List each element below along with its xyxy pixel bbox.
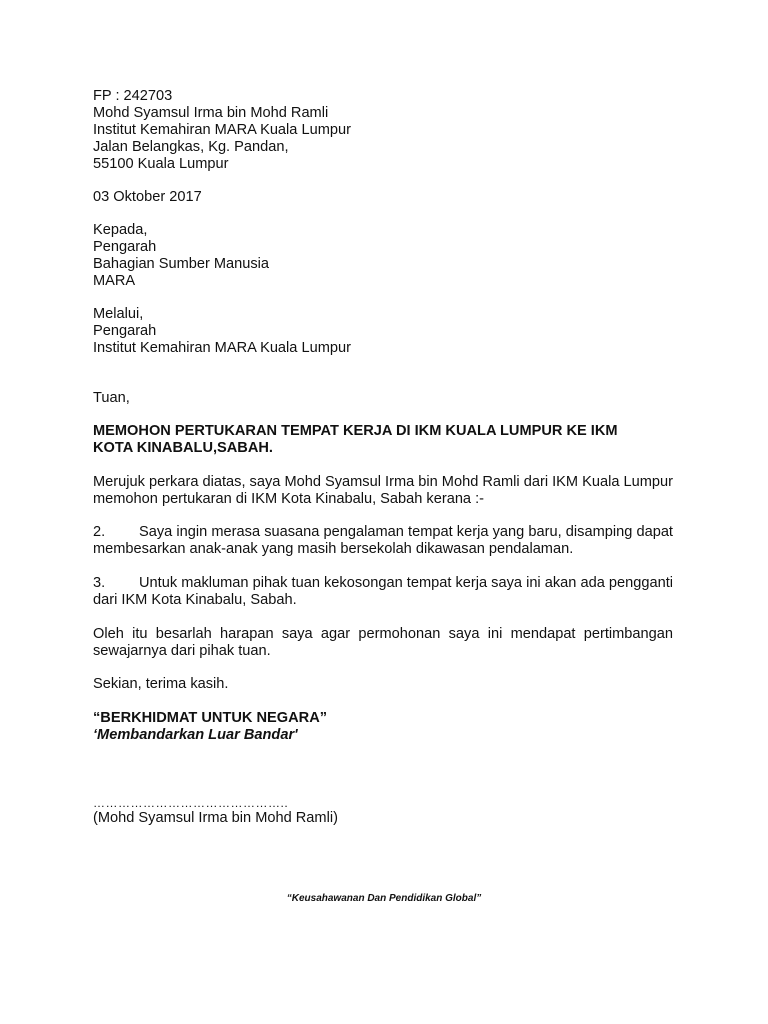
paragraph-2-text: Saya ingin merasa suasana pengalaman tempat kerja yang baru, disamping dapat membesarkan anak-anak yang masih bersekolah dikawasan pendalaman.: [93, 524, 673, 557]
paragraph-3-number: 3.: [93, 575, 106, 591]
body-intro: Merujuk perkara diatas, saya Mohd Syamsul Irma bin Mohd Ramli dari IKM Kuala Lumpur memohon pertukaran di IKM Kota Kinabalu, Sabah kerana :-: [93, 474, 673, 507]
footer-tagline: “Keusahawanan Dan Pendidikan Global”: [286, 893, 482, 904]
body-thanks: Sekian, terima kasih.: [93, 676, 229, 692]
via-title: Pengarah: [93, 323, 157, 339]
recipient-kepada: Kepada,: [93, 222, 148, 238]
recipient-department: Bahagian Sumber Manusia: [93, 256, 270, 272]
via-melalui: Melalui,: [93, 306, 144, 322]
sender-address-line2: 55100 Kuala Lumpur: [93, 156, 229, 172]
paragraph-2-number: 2.: [93, 524, 106, 540]
paragraph-3-text: Untuk makluman pihak tuan kekosongan tempat kerja saya ini akan ada pengganti dari IKM Kota Kinabalu, Sabah.: [93, 575, 673, 608]
body-closing-paragraph: Oleh itu besarlah harapan saya agar permohonan saya ini mendapat pertimbangan sewajarnya dari pihak tuan.: [93, 626, 673, 659]
recipient-organisation: MARA: [93, 273, 136, 289]
subject-line1: MEMOHON PERTUKARAN TEMPAT KERJA DI IKM KUALA LUMPUR KE IKM: [93, 423, 618, 439]
signature-name: (Mohd Syamsul Irma bin Mohd Ramli): [93, 810, 338, 826]
via-institution: Institut Kemahiran MARA Kuala Lumpur: [93, 340, 351, 356]
body-paragraph-2: [93, 524, 673, 558]
motto-line2: ‘Membandarkan Luar Bandar': [93, 727, 298, 743]
salutation: Tuan,: [93, 390, 130, 406]
sender-address-line1: Jalan Belangkas, Kg. Pandan,: [93, 139, 289, 155]
sender-institution: Institut Kemahiran MARA Kuala Lumpur: [93, 122, 351, 138]
sender-name: Mohd Syamsul Irma bin Mohd Ramli: [93, 105, 329, 121]
body-paragraph-3: [93, 575, 673, 609]
signature-dots: ………………………………………..: [93, 796, 289, 810]
recipient-title: Pengarah: [93, 239, 157, 255]
motto-line1: “BERKHIDMAT UNTUK NEGARA”: [93, 710, 328, 726]
letter-date: 03 Oktober 2017: [93, 189, 202, 205]
subject-line2: KOTA KINABALU,SABAH.: [93, 440, 273, 456]
sender-fp: FP : 242703: [93, 88, 173, 104]
